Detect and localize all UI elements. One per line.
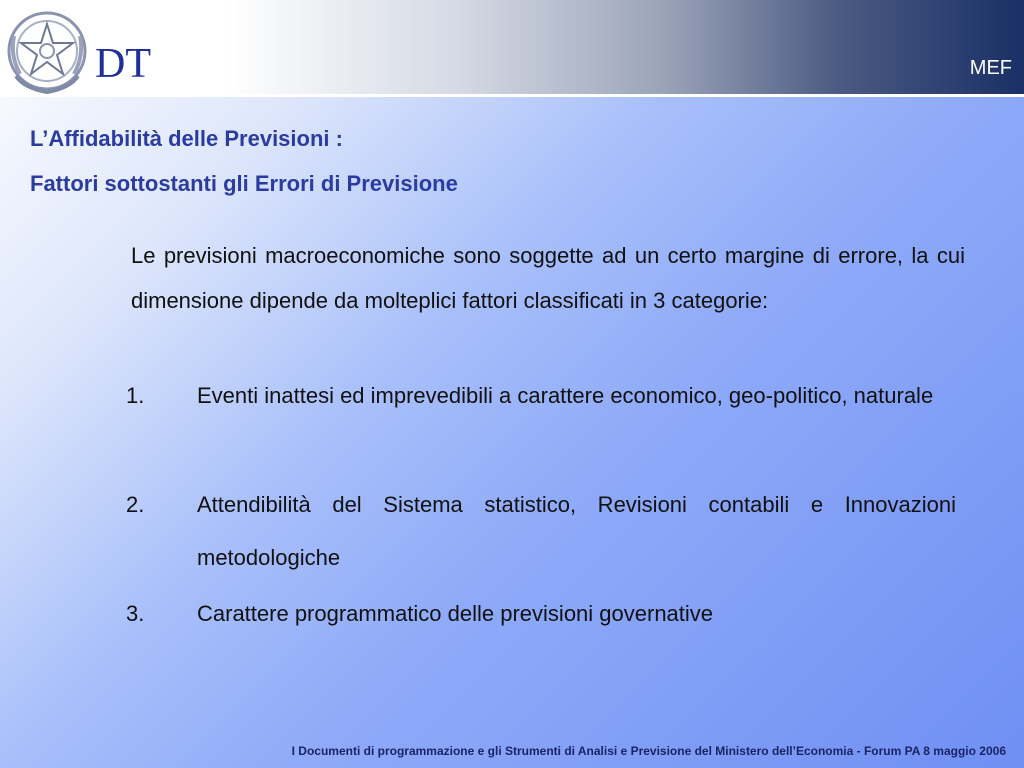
list-item-number: 1. (126, 383, 145, 408)
footer-caption: I Documenti di programmazione e gli Strumenti di Analisi e Previsione del Ministero dell’Economia - Forum PA 8 maggio 2006 (291, 744, 1006, 758)
slide-title: L’Affidabilità delle Previsioni : (30, 126, 343, 151)
list-item-number: 2. (126, 492, 145, 517)
ministry-label: MEF (969, 57, 1012, 79)
list-item (126, 587, 956, 640)
intro-paragraph: Le previsioni macroeconomiche sono soggette ad un certo margine di errore, la cui dimensione dipende da molteplici fattori classificati in 3 categorie: (131, 243, 965, 313)
list-item (126, 369, 956, 422)
list-item-text: Attendibilità del Sistema statistico, Revisioni contabili e Innovazioni metodologiche (197, 492, 956, 570)
list-item-number: 3. (126, 601, 145, 626)
list-item (126, 478, 956, 584)
slide-subtitle: Fattori sottostanti gli Errori di Previsione (30, 171, 458, 196)
header-divider (0, 94, 1024, 97)
italian-republic-emblem-icon (4, 6, 90, 96)
header-bar (0, 0, 1024, 96)
unit-label: DT (95, 41, 151, 87)
list-item-text: Carattere programmatico delle previsioni governative (197, 601, 714, 626)
list-item-text: Eventi inattesi ed imprevedibili a carattere economico, geo-politico, naturale (197, 383, 934, 408)
